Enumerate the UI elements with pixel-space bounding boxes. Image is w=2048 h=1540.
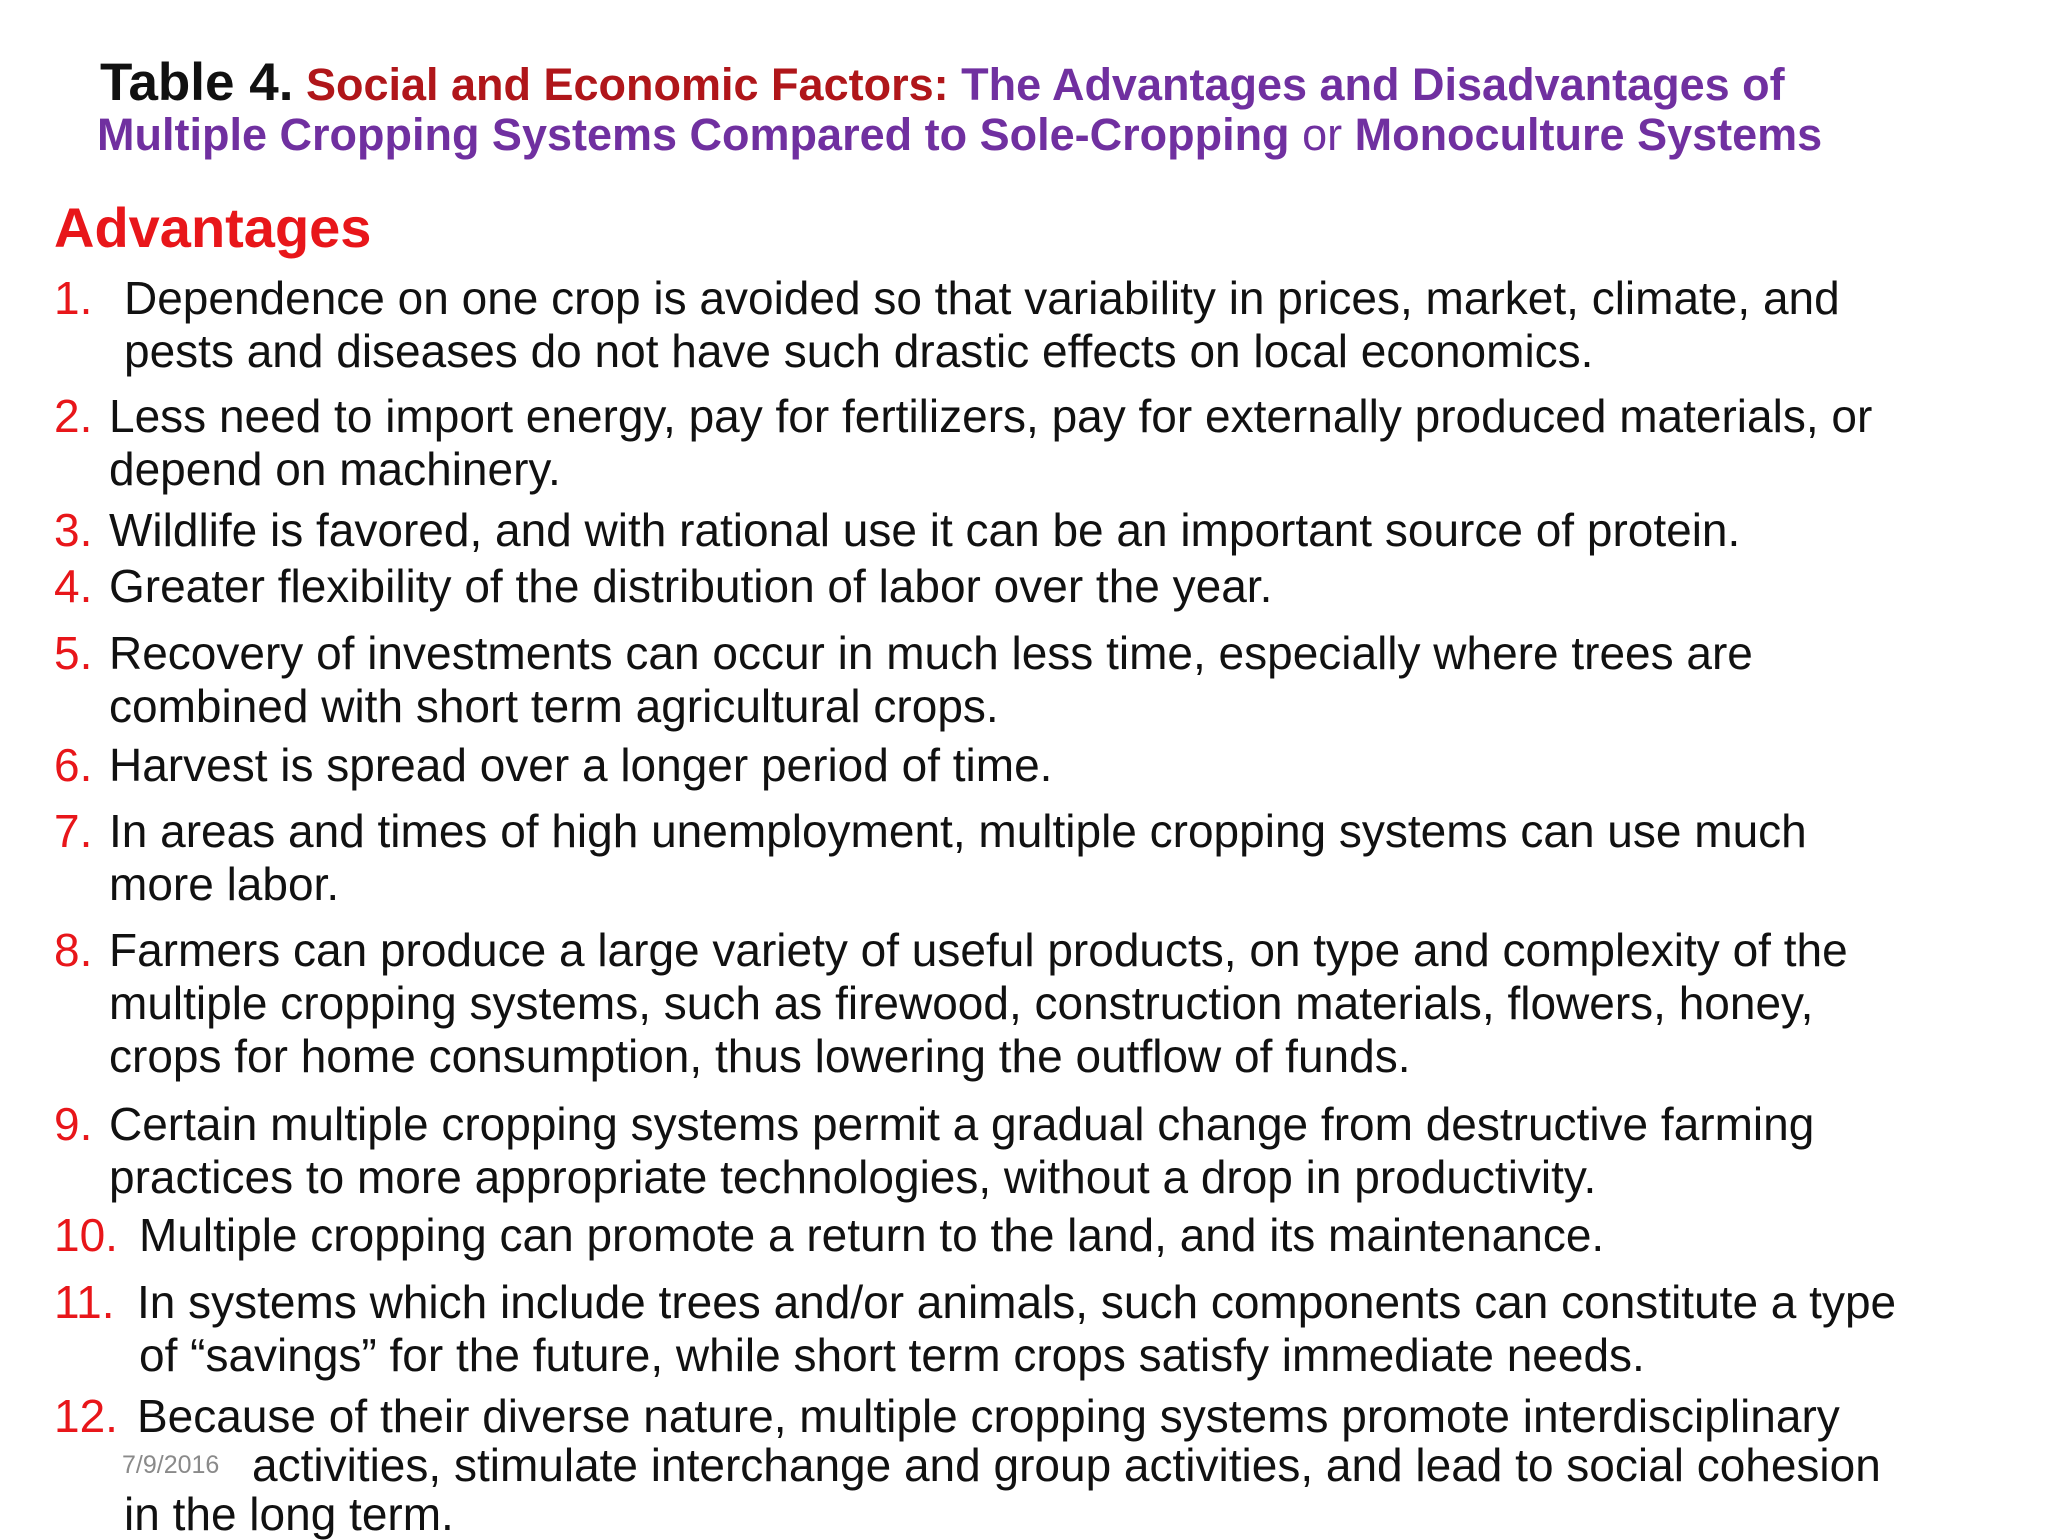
item-text: In areas and times of high unemployment, multiple cropping systems can use much bbox=[109, 805, 1807, 857]
item-number: 2. bbox=[54, 390, 93, 442]
item-text-cont: crops for home consumption, thus lowering the outflow of funds. bbox=[109, 1030, 1411, 1082]
list-item-12 bbox=[54, 1392, 1881, 1539]
item-text-cont: multiple cropping systems, such as firewood, construction materials, flowers, honey, bbox=[109, 977, 1814, 1029]
item-text-cont: of “savings” for the future, while short term crops satisfy immediate needs. bbox=[139, 1329, 1645, 1381]
item-number: 8. bbox=[54, 924, 93, 976]
list-item-11 bbox=[54, 1276, 1896, 1382]
item-text-cont: combined with short term agricultural crops. bbox=[109, 680, 999, 732]
title-line1-rest: The Advantages and Disadvantages of bbox=[961, 59, 1785, 110]
item-text: Greater flexibility of the distribution of labor over the year. bbox=[109, 560, 1273, 612]
factors-label: Social and Economic Factors: bbox=[305, 59, 949, 110]
title-line2-part1: Multiple Cropping Systems Compared to Sole-Cropping bbox=[97, 109, 1290, 160]
item-text: Less need to import energy, pay for fertilizers, pay for externally produced materials, or bbox=[109, 390, 1873, 442]
item-text: Certain multiple cropping systems permit a gradual change from destructive farming bbox=[109, 1098, 1815, 1150]
item-text-cont: activities, stimulate interchange and group activities, and lead to social cohesion bbox=[252, 1439, 1881, 1491]
title-line2-part2: Monoculture Systems bbox=[1354, 109, 1823, 160]
item-number: 4. bbox=[54, 560, 93, 612]
list-item-3 bbox=[54, 504, 1740, 557]
table-title bbox=[97, 53, 2000, 160]
item-text-cont: practices to more appropriate technologies, without a drop in productivity. bbox=[109, 1151, 1597, 1203]
list-item-8 bbox=[54, 924, 1848, 1083]
item-text: Multiple cropping can promote a return to the land, and its maintenance. bbox=[139, 1209, 1605, 1261]
item-number: 12. bbox=[54, 1390, 118, 1442]
item-text: Dependence on one crop is avoided so that variability in prices, market, climate, and bbox=[124, 272, 1840, 324]
item-text: Harvest is spread over a longer period of time. bbox=[109, 739, 1053, 791]
item-number: 5. bbox=[54, 627, 93, 679]
item-text-cont: in the long term. bbox=[124, 1488, 454, 1540]
item-number: 3. bbox=[54, 504, 93, 556]
item-number: 9. bbox=[54, 1098, 93, 1150]
item-text: Because of their diverse nature, multiple cropping systems promote interdisciplinary bbox=[137, 1390, 1840, 1442]
list-item-7 bbox=[54, 805, 1807, 911]
list-item-6 bbox=[54, 739, 1052, 792]
list-item-5 bbox=[54, 627, 1753, 733]
item-text: Farmers can produce a large variety of useful products, on type and complexity of the bbox=[109, 924, 1848, 976]
title-or: or bbox=[1302, 109, 1343, 160]
item-number: 6. bbox=[54, 739, 93, 791]
title-line-2 bbox=[97, 110, 2000, 160]
table-label: Table 4. bbox=[100, 53, 294, 112]
item-text-cont: pests and diseases do not have such drastic effects on local economics. bbox=[124, 325, 1594, 377]
item-number: 1. bbox=[54, 272, 93, 324]
list-item-10 bbox=[54, 1209, 1604, 1262]
title-line-1 bbox=[100, 53, 2000, 112]
item-number: 10. bbox=[54, 1209, 118, 1261]
list-item-4 bbox=[54, 560, 1272, 613]
list-item-9 bbox=[54, 1098, 1814, 1204]
item-text-cont: depend on machinery. bbox=[109, 443, 561, 495]
item-number: 7. bbox=[54, 805, 93, 857]
footer-date: 7/9/2016 bbox=[122, 1451, 220, 1479]
list-item-2 bbox=[54, 390, 1872, 496]
item-text-cont: more labor. bbox=[109, 858, 340, 910]
item-text: Recovery of investments can occur in much less time, especially where trees are bbox=[109, 627, 1753, 679]
advantages-heading: Advantages bbox=[54, 196, 372, 259]
item-text: In systems which include trees and/or animals, such components can constitute a type bbox=[137, 1276, 1897, 1328]
item-number: 11. bbox=[54, 1276, 115, 1328]
item-text: Wildlife is favored, and with rational use it can be an important source of protein. bbox=[109, 504, 1741, 556]
list-item-1 bbox=[54, 272, 1840, 378]
